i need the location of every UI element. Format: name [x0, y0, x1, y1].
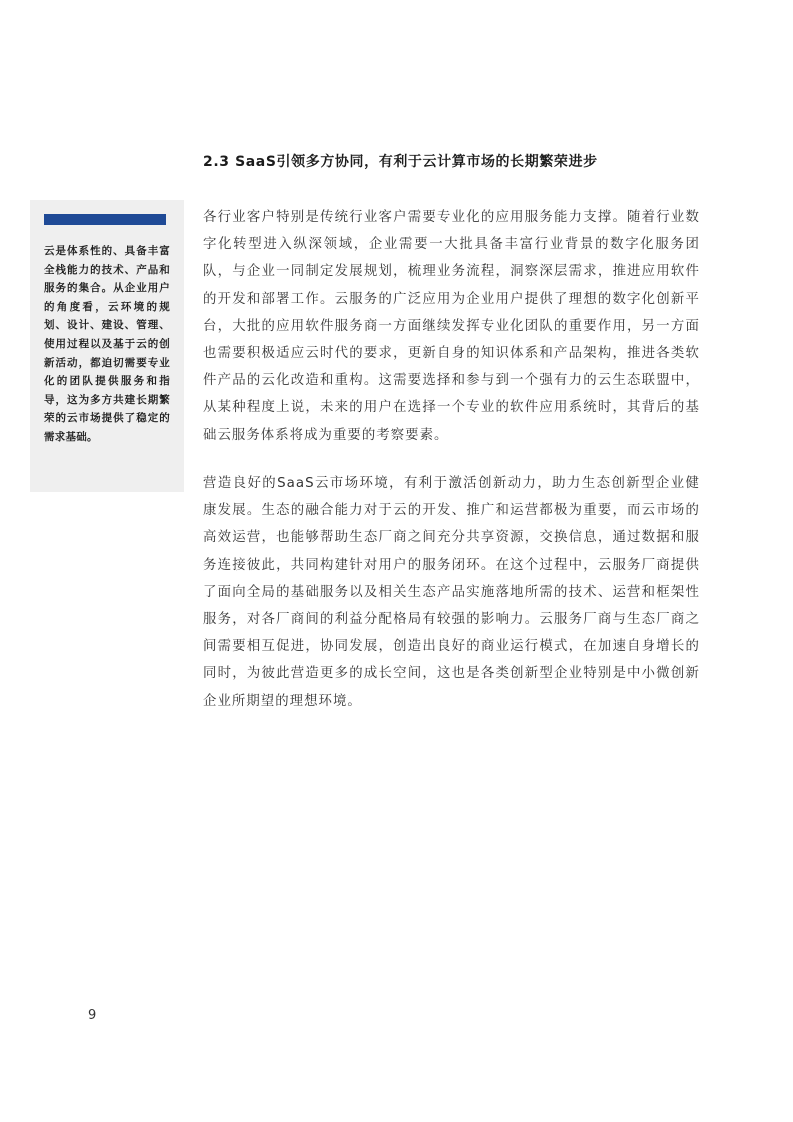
body-paragraph-1: 各行业客户特别是传统行业客户需要专业化的应用服务能力支撑。随着行业数字化转型进入纵深领域，企业需要一大批具备丰富行业背景的数字化服务团队，与企业一同制定发展规划，梳理业务流程，洞察深层需求，推进应用软件的开发和部署工作。云服务的广泛应用为企业用户提供了理想的数字化创新平台，大批的应用软件服务商一方面继续发挥专业化团队的重要作用，另一方面也需要积极适应云时代的要求，更新自身的知识体系和产品架构，推进各类软件产品的云化改造和重构。这需要选择和参与到一个强有力的云生态联盟中，从某种程度上说，未来的用户在选择一个专业的软件应用系统时，其背后的基础云服务体系将成为重要的考察要素。: [203, 210, 700, 443]
body-paragraph-2: 营造良好的SaaS云市场环境，有利于激活创新动力，助力生态创新型企业健康发展。生态的融合能力对于云的开发、推广和运营都极为重要，而云市场的高效运营，也能够帮助生态厂商之间充分共享资源，交换信息，通过数据和服务连接彼此，共同构建针对用户的服务闭环。在这个过程中，云服务厂商提供了面向全局的基础服务以及相关生态产品实施落地所需的技术、运营和框架性服务，对各厂商间的利益分配格局有较强的影响力。云服务厂商与生态厂商之间需要相互促进，协同发展，创造出良好的商业运行模式，在加速自身增长的同时，为彼此营造更多的成长空间，这也是各类创新型企业特别是中小微创新企业所期望的理想环境。: [203, 476, 700, 709]
sidebar-callout: [30, 200, 184, 492]
sidebar-accent-bar: [44, 214, 166, 225]
page-number: 9: [88, 1008, 97, 1023]
sidebar-note-text: 云是体系性的、具备丰富全栈能力的技术、产品和服务的集合。从企业用户的角度看，云环境的规划、设计、建设、管理、使用过程以及基于云的创新活动，都迫切需要专业化的团队提供服务和指导，这为多方共建长期繁荣的云市场提供了稳定的需求基础。: [44, 245, 170, 443]
section-heading: 2.3 SaaS引领多方协同，有利于云计算市场的长期繁荣进步: [203, 154, 598, 170]
